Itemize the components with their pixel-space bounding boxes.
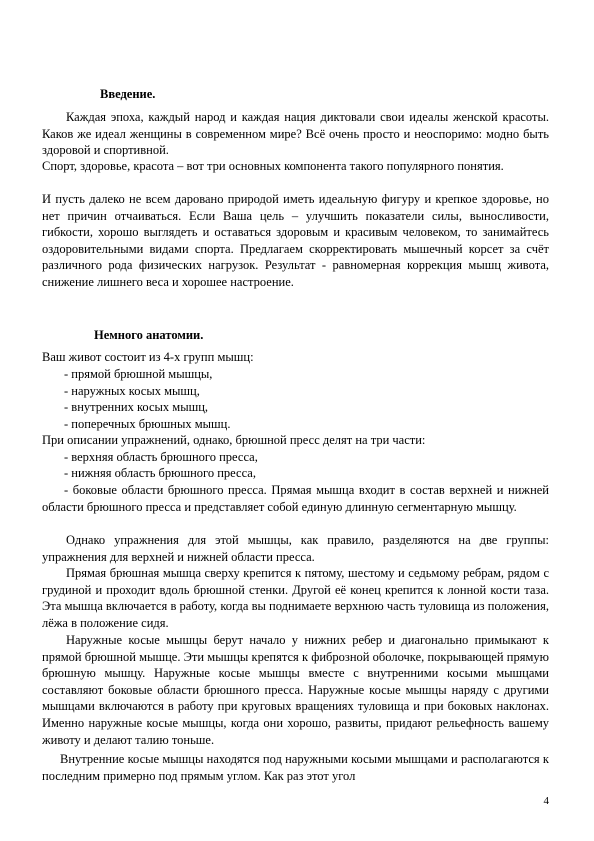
heading-introduction: Введение. bbox=[100, 87, 156, 101]
document-page bbox=[42, 0, 549, 841]
body-paragraph-3: Наружные косые мышцы берут начало у нижних ребер и диагонально примыкают к прямой брюшной мышце. Эти мышцы крепятся к фиброзной оболочке, покрывающей прямую брюшную мышцу. Наружные косые мышцы вместе с внутренними косыми мышцами составляют боковые области брюшного пресса. Наружные косые мышцы наряду с другими мышцами включаются в работу при круговых вращениях туловища и при боковых наклонах. Именно наружные косые мышцы, когда они хорошо, развиты, придают рельефность вашему животу и делают талию тоньше. bbox=[42, 633, 549, 747]
body-paragraph-2: Прямая брюшная мышца сверху крепится к пятому, шестому и седьмому ребрам, рядом с грудиной и проходит вдоль брюшной стенки. Другой её конец крепится к лонной кости таза. Эта мышца включается в работу, когда вы поднимаете верхнюю часть туловища из положения, лёжа в положение сидя. bbox=[42, 566, 549, 630]
list-item-muscle-group: - внутренних косых мышц, bbox=[64, 400, 209, 414]
body-paragraph-4: Внутренние косые мышцы находятся под наружными косыми мышцами и располагаются к последним примерно под прямым углом. Как раз этот угол bbox=[42, 752, 549, 783]
body-paragraph-1: Однако упражнения для этой мышцы, как правило, разделяются на две группы: упражнения для верхней и нижней области пресса. bbox=[42, 533, 549, 564]
list-item-press-part-lateral: - боковые области брюшного пресса. Прямая мышца входит в состав верхней и нижней области брюшного пресса и представляет собой единую длинную сегментарную мышцу. bbox=[42, 483, 549, 514]
intro-paragraph-2: Спорт, здоровье, красота – вот три основных компонента такого популярного понятия. bbox=[42, 159, 504, 173]
page-number: 4 bbox=[543, 795, 549, 807]
list-item-muscle-group: - наружных косых мышц, bbox=[64, 384, 200, 398]
intro-paragraph-1: Каждая эпоха, каждый народ и каждая нация диктовали свои идеалы женской красоты. Каков же идеал женщины в современном мире? Всё очень просто и неоспоримо: модно быть здоровой и спортивной. bbox=[42, 110, 549, 158]
list-item-muscle-group: - поперечных брюшных мышц. bbox=[64, 417, 231, 431]
intro-paragraph-3: И пусть далеко не всем даровано природой иметь идеальную фигуру и крепкое здоровье, но нет причин отчаиваться. Если Ваша цель – улучшить показатели силы, выносливости, гибкости, хорошо выглядеть и оставаться здоровым и красивым человеком, то занимайтесь оздоровительными видами спорта. Предлагаем скорректировать мышечный корсет за счёт различного рода физических нагрузок. Результат - равномерная коррекция мышц живота, снижение лишнего веса и хорошее настроение. bbox=[42, 192, 549, 289]
press-parts-intro: При описании упражнений, однако, брюшной пресс делят на три части: bbox=[42, 433, 426, 447]
list-item-press-part: - нижняя область брюшного пресса, bbox=[64, 466, 256, 480]
heading-anatomy: Немного анатомии. bbox=[94, 328, 204, 342]
list-item-press-part: - верхняя область брюшного пресса, bbox=[64, 450, 258, 464]
list-item-muscle-group: - прямой брюшной мышцы, bbox=[64, 367, 213, 381]
muscle-groups-intro: Ваш живот состоит из 4-х групп мышц: bbox=[42, 350, 254, 364]
